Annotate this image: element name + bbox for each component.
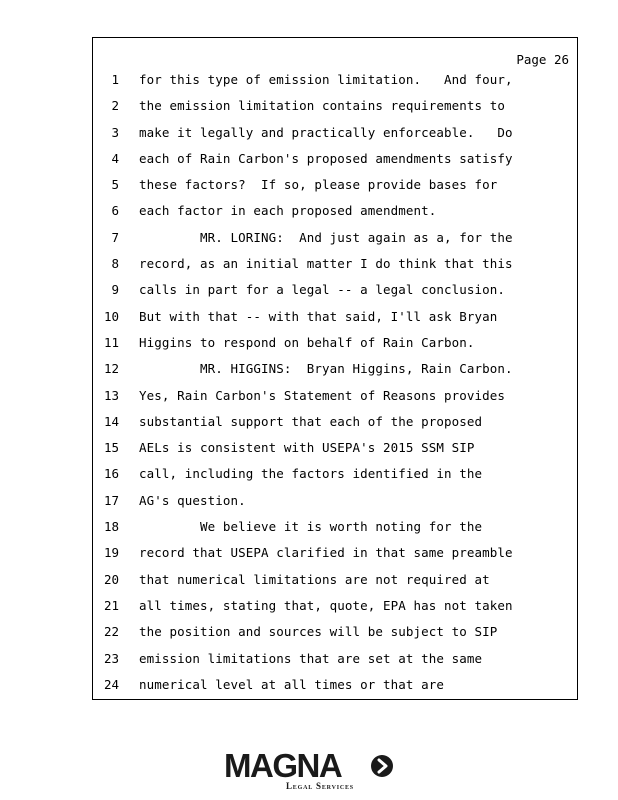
logo-subtitle: Legal Services: [286, 781, 354, 791]
transcript-line: [93, 309, 577, 335]
transcript-line: [93, 203, 577, 229]
line-text: the position and sources will be subject to SIP: [139, 624, 498, 640]
line-number: 4: [111, 150, 119, 166]
transcript-line: [93, 125, 577, 151]
transcript-line: [93, 466, 577, 492]
line-number: 8: [111, 256, 119, 272]
line-number: 11: [103, 334, 119, 350]
line-text: each of Rain Carbon's proposed amendments satisfy: [139, 150, 513, 166]
line-number: 6: [111, 203, 119, 219]
transcript-line: [93, 598, 577, 624]
line-number: 12: [103, 361, 119, 377]
line-number: 19: [103, 545, 119, 561]
line-text: the emission limitation contains requirements to: [139, 98, 506, 114]
line-text: make it legally and practically enforceable. Do: [139, 124, 513, 140]
transcript-line: [93, 624, 577, 650]
line-text: these factors? If so, please provide bases for: [139, 177, 498, 193]
line-text: Higgins to respond on behalf of Rain Carbon.: [139, 334, 475, 350]
transcript-line: [93, 519, 577, 545]
line-number: 23: [103, 650, 119, 666]
line-text: record that USEPA clarified in that same preamble: [139, 545, 513, 561]
transcript-line: [93, 572, 577, 598]
transcript-line: [93, 230, 577, 256]
line-text: But with that -- with that said, I'll ask Bryan: [139, 308, 498, 324]
magna-logo: [224, 748, 396, 794]
transcript-line: [93, 677, 577, 703]
line-text: We believe it is worth noting for the: [139, 519, 483, 535]
line-number: 5: [111, 177, 119, 193]
line-text: record, as an initial matter I do think that this: [139, 256, 513, 272]
transcript-lines: [93, 72, 577, 703]
line-text: each factor in each proposed amendment.: [139, 203, 437, 219]
line-text: all times, stating that, quote, EPA has not taken: [139, 597, 513, 613]
line-text: Yes, Rain Carbon's Statement of Reasons provides: [139, 387, 506, 403]
line-number: 13: [103, 387, 119, 403]
line-number: 20: [103, 571, 119, 587]
line-number: 3: [111, 124, 119, 140]
line-number: 1: [111, 72, 119, 87]
line-number: 17: [103, 492, 119, 508]
line-number: 9: [111, 282, 119, 298]
line-number: 2: [111, 98, 119, 114]
line-number: 24: [103, 676, 119, 692]
line-text: that numerical limitations are not required at: [139, 571, 490, 587]
line-text: AELs is consistent with USEPA's 2015 SSM SIP: [139, 440, 475, 456]
transcript-line: [93, 282, 577, 308]
line-text: numerical level at all times or that are: [139, 676, 445, 692]
transcript-line: [93, 256, 577, 282]
line-text: for this type of emission limitation. And four,: [139, 72, 513, 87]
page-number: Page 26: [516, 52, 569, 67]
line-text: MR. LORING: And just again as a, for the: [139, 229, 513, 245]
line-number: 21: [103, 597, 119, 613]
line-number: 22: [103, 624, 119, 640]
transcript-line: [93, 545, 577, 571]
transcript-line: [93, 177, 577, 203]
line-text: emission limitations that are set at the same: [139, 650, 483, 666]
line-number: 18: [103, 519, 119, 535]
transcript-line: [93, 493, 577, 519]
transcript-line: [93, 72, 577, 98]
line-number: 7: [111, 229, 119, 245]
transcript-line: [93, 361, 577, 387]
line-text: MR. HIGGINS: Bryan Higgins, Rain Carbon.: [139, 361, 513, 377]
line-text: call, including the factors identified in the: [139, 466, 483, 482]
line-text: substantial support that each of the proposed: [139, 413, 483, 429]
transcript-line: [93, 414, 577, 440]
line-number: 15: [103, 440, 119, 456]
line-number: 14: [103, 413, 119, 429]
transcript-line: [93, 651, 577, 677]
arrow-circle-icon: [370, 754, 394, 778]
transcript-line: [93, 388, 577, 414]
line-number: 16: [103, 466, 119, 482]
transcript-page: [92, 37, 578, 700]
transcript-line: [93, 98, 577, 124]
logo-wordmark: MAGNA: [224, 747, 342, 784]
line-text: AG's question.: [139, 492, 246, 508]
transcript-line: [93, 151, 577, 177]
transcript-line: [93, 440, 577, 466]
line-number: 10: [103, 308, 119, 324]
line-text: calls in part for a legal -- a legal conclusion.: [139, 282, 506, 298]
transcript-line: [93, 335, 577, 361]
